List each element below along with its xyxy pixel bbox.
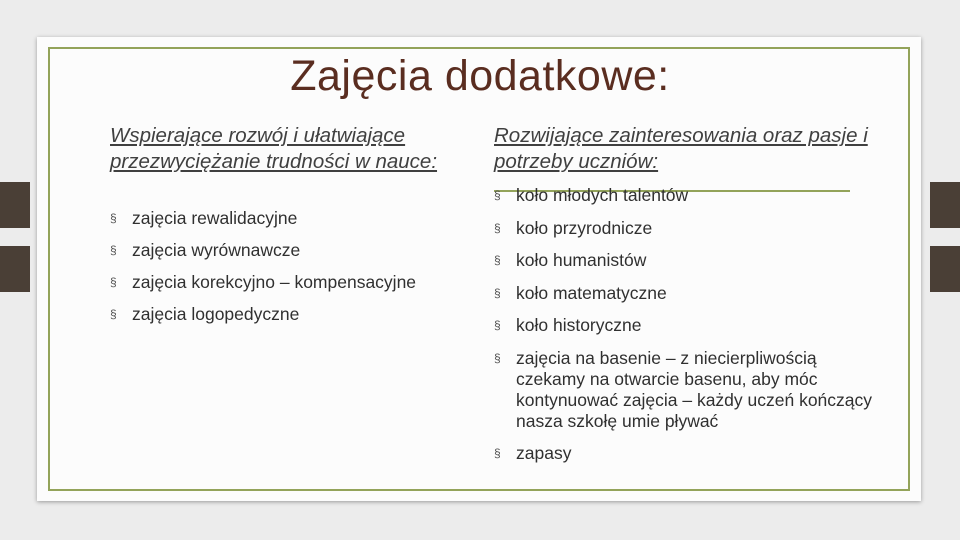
list-item-text: zapasy [516,443,572,463]
list-item-text: zajęcia rewalidacyjne [132,208,298,228]
list-item-text: zajęcia korekcyjno – kompensacyjne [132,272,417,292]
list-item-text: koło przyrodnicze [516,217,653,238]
left-column [110,123,478,336]
list-item [110,240,478,261]
list-item [494,250,874,271]
right-bullet-list [494,185,874,464]
list-item-text: koło historyczne [516,315,642,335]
left-decoration-tab-bottom [0,246,30,292]
list-item [110,208,478,229]
list-item [494,348,874,432]
bullet-icon: § [494,253,501,267]
list-item [494,283,874,304]
bullet-icon: § [494,285,501,300]
list-item-text: zajęcia wyrównawcze [132,240,301,260]
left-decoration-tab-top [0,182,30,228]
bullet-icon: § [110,275,117,289]
bullet-icon: § [110,211,117,225]
list-item-text: koło humanistów [516,250,647,270]
right-column [494,123,874,476]
list-item [494,443,874,464]
list-item [494,315,874,336]
list-item [494,185,874,206]
bullet-icon: § [110,243,117,257]
bullet-icon: § [494,220,501,235]
right-column-heading: Rozwijające zainteresowania oraz pasje i potrzeby uczniów: [494,124,868,173]
bullet-icon: § [494,318,501,332]
slide-title: Zajęcia dodatkowe: [290,52,670,100]
left-column-heading: Wspierające rozwój i ułatwiające przezwyciężanie trudności w nauce: [110,124,438,173]
list-item-text: koło matematyczne [516,282,667,303]
list-item [110,304,478,325]
bullet-icon: § [494,188,501,202]
list-item-text: zajęcia na basenie – z niecierpliwością czekamy na otwarcie basenu, aby móc kontynuować zajęcia – każdy uczeń kończący nasza szkołę umie pływać [516,347,873,431]
left-bullet-list [110,208,478,325]
bullet-icon: § [494,350,501,365]
right-decoration-tab-top [930,182,960,228]
bullet-icon: § [494,446,501,460]
list-item [110,272,478,293]
list-item [494,218,874,239]
list-item-text: koło młodych talentów [516,185,689,205]
list-item-text: zajęcia logopedyczne [132,304,300,324]
right-decoration-tab-bottom [930,246,960,292]
bullet-icon: § [110,307,117,321]
